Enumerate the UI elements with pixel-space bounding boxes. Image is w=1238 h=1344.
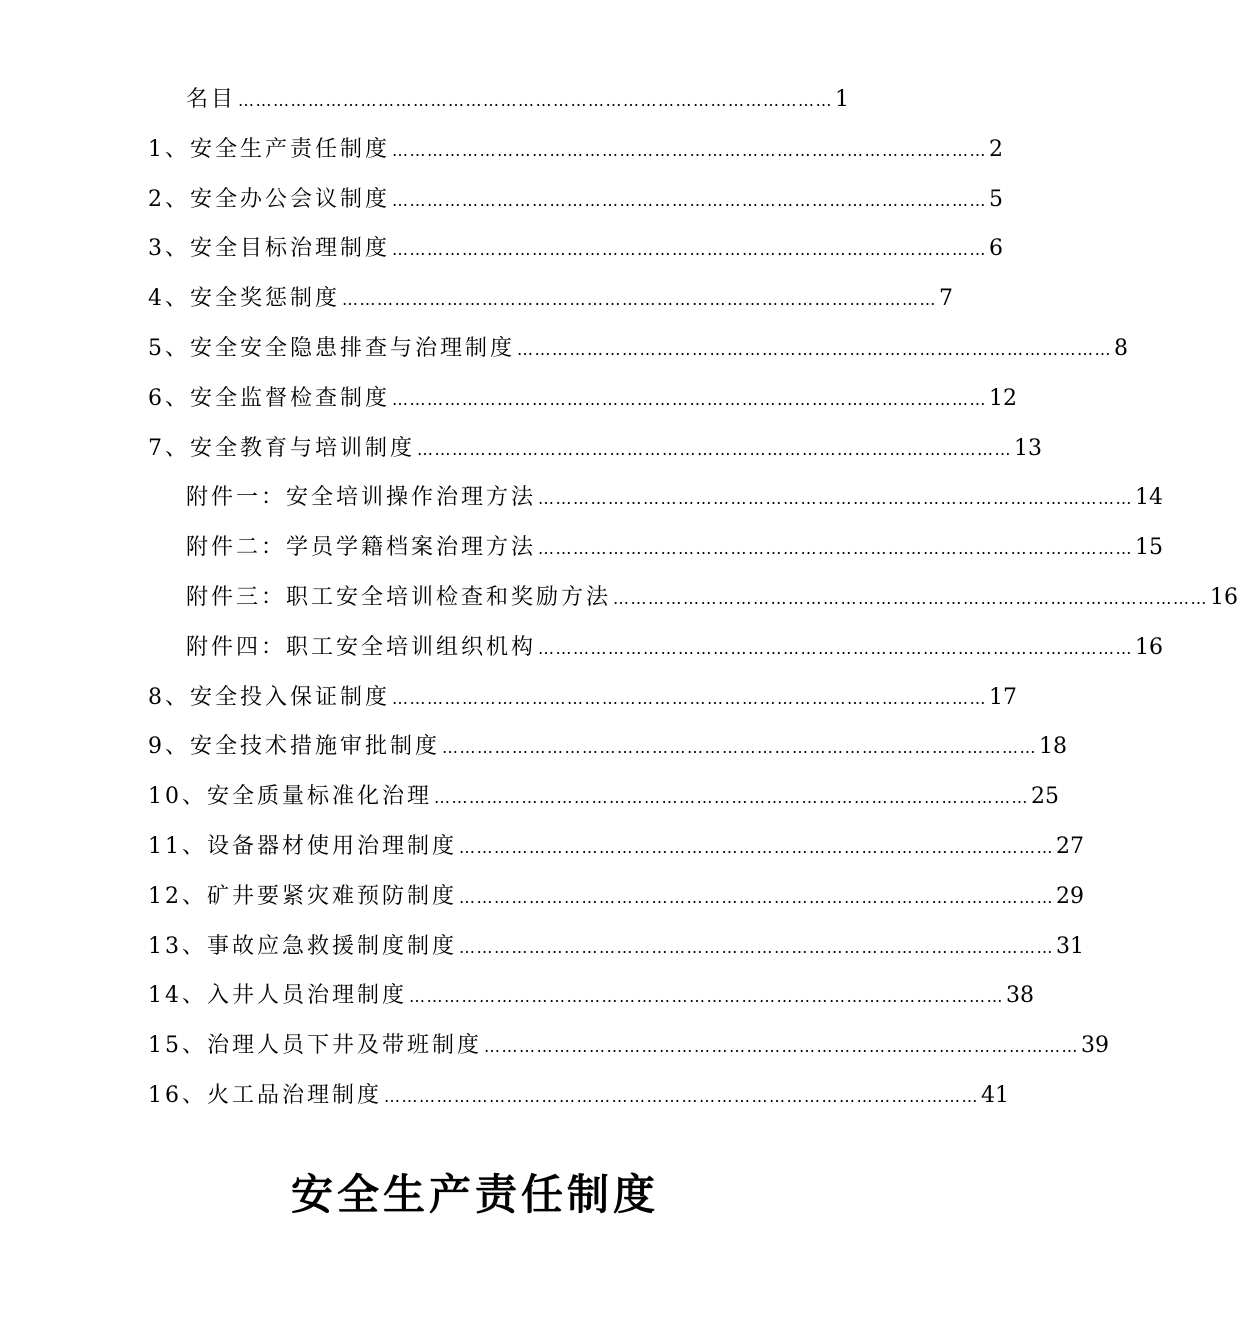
toc-entry[interactable] (0, 922, 1084, 972)
toc-leader-dots: ………………………………………………………………………………………… (392, 688, 987, 708)
toc-entry-title: 9、安全技术措施审批制度 (148, 734, 440, 760)
toc-entry[interactable] (0, 822, 1084, 872)
toc-entry-page: 25 (1031, 784, 1059, 810)
toc-entry-page: 16 (1135, 634, 1164, 660)
toc-leader-dots: ………………………………………………………………………………………… (392, 190, 987, 210)
toc-leader-dots: ………………………………………………………………………………………… (517, 339, 1112, 359)
toc-entry-page: 41 (981, 1082, 1009, 1108)
toc-entry[interactable] (0, 274, 953, 324)
toc-entry-page: 2 (989, 136, 1003, 162)
toc-entry-title: 4、安全奖惩制度 (148, 286, 340, 312)
toc-entry-title: 名目 (186, 87, 237, 112)
toc-entry-page: 15 (1135, 535, 1164, 561)
toc-leader-dots: ………………………………………………………………………………………… (392, 389, 987, 409)
toc-entry-page: 13 (1014, 435, 1042, 461)
table-of-contents (0, 75, 1238, 1121)
toc-leader-dots: ………………………………………………………………………………………… (442, 738, 1037, 758)
toc-leader-dots: ………………………………………………………………………………………… (384, 1086, 979, 1106)
toc-entry-title: 15、治理人员下井及带班制度 (148, 1033, 482, 1059)
toc-entry-title: 3、安全目标治理制度 (148, 236, 390, 262)
toc-entry-title: 13、事故应急救援制度制度 (148, 933, 457, 959)
toc-leader-dots: ………………………………………………………………………………………… (392, 140, 987, 160)
toc-leader-dots: ………………………………………………………………………………………… (538, 539, 1134, 559)
toc-entry-title: 1、安全生产责任制度 (148, 136, 390, 162)
toc-leader-dots: ………………………………………………………………………………………… (484, 1037, 1079, 1057)
toc-leader-dots: ………………………………………………………………………………………… (238, 91, 834, 110)
toc-entry[interactable] (0, 722, 1067, 772)
toc-entry-title: 8、安全投入保证制度 (148, 684, 390, 710)
toc-entry-page: 7 (939, 286, 953, 312)
toc-entry-title: 附件二：学员学籍档案治理方法 (186, 535, 537, 561)
toc-entry-page: 8 (1114, 335, 1128, 361)
toc-entry-page: 5 (989, 186, 1003, 212)
toc-entry[interactable] (0, 324, 1128, 374)
toc-entry[interactable] (0, 75, 950, 125)
toc-entry-title: 5、安全安全隐患排查与治理制度 (148, 335, 515, 361)
toc-leader-dots: ………………………………………………………………………………………… (538, 638, 1134, 658)
toc-entry[interactable] (0, 224, 1003, 274)
toc-entry-page: 31 (1056, 933, 1084, 959)
toc-entry-page: 14 (1135, 485, 1164, 511)
toc-entry-page: 29 (1056, 883, 1084, 909)
toc-entry-title: 12、矿井要紧灾难预防制度 (148, 883, 457, 909)
toc-entry-title: 16、火工品治理制度 (148, 1082, 382, 1108)
toc-entry-title: 10、安全质量标准化治理 (148, 784, 432, 810)
toc-entry[interactable] (0, 623, 1164, 673)
toc-entry[interactable] (0, 971, 1034, 1021)
toc-entry-title: 附件三：职工安全培训检查和奖励方法 (186, 584, 612, 610)
toc-entry-title: 附件一：安全培训操作治理方法 (186, 485, 537, 511)
toc-entry[interactable] (0, 523, 1164, 573)
toc-entry[interactable] (0, 175, 1003, 225)
toc-entry-page: 1 (835, 87, 850, 112)
section-heading: 安全生产责任制度 (290, 1170, 659, 1219)
toc-entry-page: 17 (989, 684, 1017, 710)
toc-entry-page: 38 (1006, 983, 1034, 1009)
toc-leader-dots: ………………………………………………………………………………………… (392, 240, 987, 260)
toc-entry-page: 12 (989, 385, 1017, 411)
toc-entry[interactable] (0, 772, 1059, 822)
toc-leader-dots: ………………………………………………………………………………………… (409, 987, 1004, 1007)
toc-entry[interactable] (0, 872, 1084, 922)
toc-entry-page: 18 (1039, 734, 1067, 760)
toc-entry-page: 16 (1210, 584, 1238, 610)
toc-entry[interactable] (0, 573, 1238, 623)
toc-entry-title: 2、安全办公会议制度 (148, 186, 390, 212)
toc-leader-dots: ………………………………………………………………………………………… (459, 937, 1054, 957)
toc-entry[interactable] (0, 374, 1017, 424)
toc-leader-dots: ………………………………………………………………………………………… (538, 489, 1134, 509)
toc-leader-dots: ………………………………………………………………………………………… (459, 887, 1054, 907)
toc-entry[interactable] (0, 1021, 1109, 1071)
toc-entry-title: 6、安全监督检查制度 (148, 385, 390, 411)
toc-entry-title: 附件四：职工安全培训组织机构 (186, 634, 537, 660)
toc-entry-page: 39 (1081, 1033, 1109, 1059)
toc-entry-title: 14、入井人员治理制度 (148, 983, 407, 1009)
toc-leader-dots: ………………………………………………………………………………………… (434, 788, 1029, 808)
toc-leader-dots: ………………………………………………………………………………………… (613, 588, 1209, 608)
toc-leader-dots: ………………………………………………………………………………………… (459, 837, 1054, 857)
toc-entry[interactable] (0, 125, 1003, 175)
toc-entry[interactable] (0, 673, 1017, 723)
toc-leader-dots: ………………………………………………………………………………………… (417, 439, 1012, 459)
toc-leader-dots: ………………………………………………………………………………………… (342, 290, 937, 310)
toc-entry-title: 7、安全教育与培训制度 (148, 435, 415, 461)
toc-entry-page: 27 (1056, 833, 1084, 859)
toc-entry-title: 11、设备器材使用治理制度 (148, 833, 457, 859)
toc-entry[interactable] (0, 424, 1042, 474)
toc-entry[interactable] (0, 1071, 1009, 1121)
toc-entry[interactable] (0, 473, 1164, 523)
toc-entry-page: 6 (989, 236, 1003, 262)
